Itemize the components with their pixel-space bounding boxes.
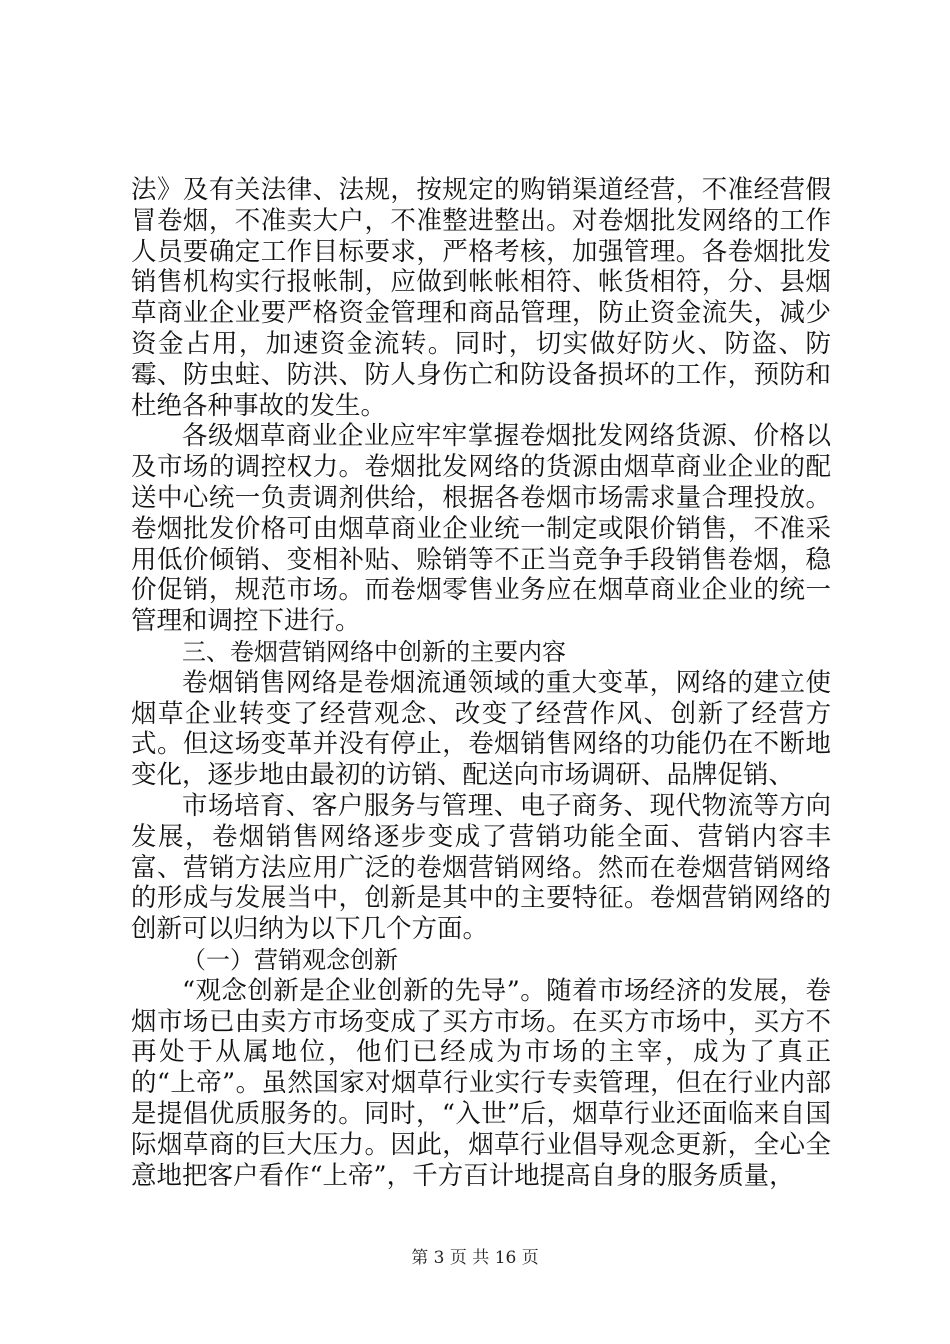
paragraph-5: “观念创新是企业创新的先导”。随着市场经济的发展，卷烟市场已由卖方市场变成了买方市场。在买方市场中，买方不再处于从属地位，他们已经成为市场的主宰，成为了真正的“上帝”。虽然国家对烟草行业实行专卖管理，但在行业内部是提倡优质服务的。同时，“入世”后，烟草行业还面临来自国际烟草商的巨大压力。因此，烟草行业倡导观念更新，全心全意地把客户看作“上帝”，千方百计地提高自身的服务质量， [131,975,831,1191]
page-footer: 第 3 页 共 16 页 [411,1248,539,1268]
subsection-heading-1: （一）营销观念创新 [182,945,398,974]
paragraph-1: 法》及有关法律、法规，按规定的购销渠道经营，不准经营假冒卷烟，不准卖大户，不准整进整出。对卷烟批发网络的工作人员要确定工作目标要求，严格考核，加强管理。各卷烟批发销售机构实行报帐制，应做到帐帐相符、帐货相符，分、县烟草商业企业要严格资金管理和商品管理，防止资金流失，减少资金占用，加速资金流转。同时，切实做好防火、防盗、防霉、防虫蛀、防洪、防人身伤亡和防设备损坏的工作，预防和杜绝各种事故的发生。 [131,175,831,421]
document-body [131,175,831,1191]
paragraph-3: 卷烟销售网络是卷烟流通领域的重大变革，网络的建立使烟草企业转变了经营观念、改变了经营作风、创新了经营方式。但这场变革并没有停止，卷烟销售网络的功能仍在不断地变化，逐步地由最初的访销、配送向市场调研、品牌促销、 [131,667,831,791]
section-heading-3: 三、卷烟营销网络中创新的主要内容 [182,637,566,666]
paragraph-4: 市场培育、客户服务与管理、电子商务、现代物流等方向发展，卷烟销售网络逐步变成了营销功能全面、营销内容丰富、营销方法应用广泛的卷烟营销网络。然而在卷烟营销网络的形成与发展当中，创新是其中的主要特征。卷烟营销网络的创新可以归纳为以下几个方面。 [131,790,831,945]
paragraph-2: 各级烟草商业企业应牢牢掌握卷烟批发网络货源、价格以及市场的调控权力。卷烟批发网络的货源由烟草商业企业的配送中心统一负责调剂供给，根据各卷烟市场需求量合理投放。卷烟批发价格可由烟草商业企业统一制定或限价销售，不准采用低价倾销、变相补贴、赊销等不正当竞争手段销售卷烟，稳价促销，规范市场。而卷烟零售业务应在烟草商业企业的统一管理和调控下进行。 [131,421,831,637]
